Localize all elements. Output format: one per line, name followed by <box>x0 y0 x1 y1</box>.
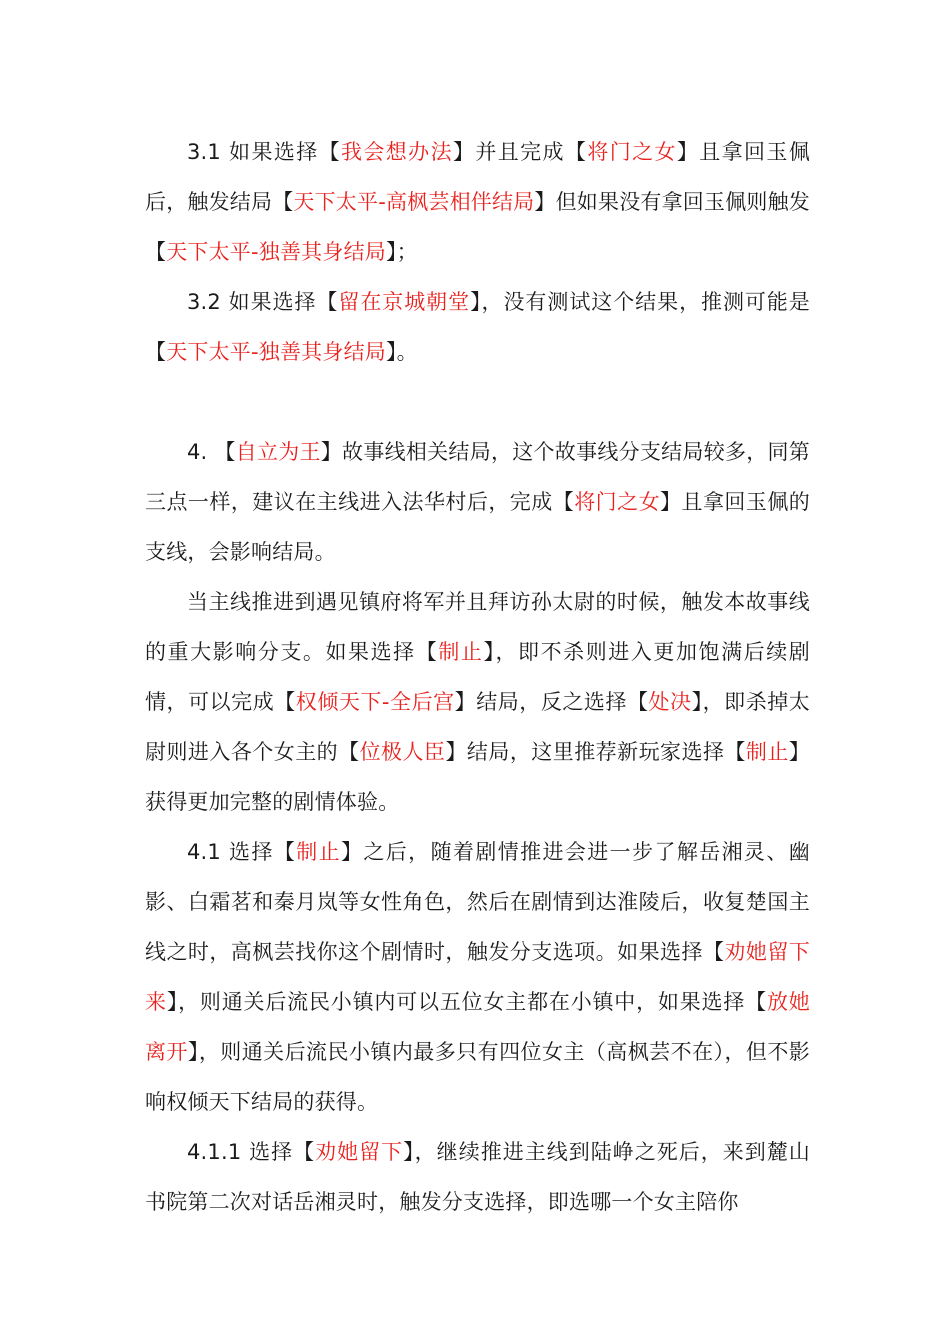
paragraph-3-1 <box>145 127 810 277</box>
text-run: 】并且完成【 <box>452 140 588 164</box>
text-run: 】，则通关后流民小镇内最多只有四位女主（高枫芸不在），但不影响权倾天下结局的获得。 <box>145 1040 810 1114</box>
highlight-term: 权倾天下-全后宫 <box>295 690 455 714</box>
highlight-term: 位极人臣 <box>359 740 446 764</box>
highlight-term: 制止 <box>296 840 342 864</box>
text-run: 当主线推进到遇见镇府将军并且拜访孙太尉的时候，触发本故事线的重大影响分支。如果选择【 <box>145 590 810 664</box>
paragraph-3-2 <box>145 277 810 377</box>
text-run: 4.1.1 选择【 <box>187 1140 316 1164</box>
highlight-term: 将门之女 <box>587 140 677 164</box>
text-run: 】，继续推进主线到陆峥之死后，来到麓山书院第二次对话岳湘灵时，触发分支选择，即选哪一个女主陪你 <box>145 1140 810 1214</box>
highlight-term: 劝她留下来 <box>145 940 810 1014</box>
text-run: 3.1 如果选择【 <box>187 140 342 164</box>
highlight-term: 天下太平-高枫芸相伴结局 <box>293 190 535 214</box>
paragraph-4-1-1 <box>145 1127 810 1227</box>
text-run: 3.2 如果选择【 <box>187 290 339 314</box>
text-run: 】，即杀掉太尉则进入各个女主的【 <box>145 690 810 764</box>
highlight-term: 将门之女 <box>574 490 661 514</box>
highlight-term: 留在京城朝堂 <box>338 290 471 314</box>
text-run: 】且拿回玉佩的支线，会影响结局。 <box>145 490 810 564</box>
highlight-term: 自立为王 <box>235 440 321 464</box>
text-run: 】。 <box>385 340 418 364</box>
text-run: 】之后，随着剧情推进会进一步了解岳湘灵、幽影、白霜茗和秦月岚等女性角色，然后在剧情到达淮陵后，收复楚国主线之时，高枫芸找你这个剧情时，触发分支选项。如果选择【 <box>145 840 810 964</box>
text-run: 4.1 选择【 <box>187 840 297 864</box>
text-run: 】，即不杀则进入更加饱满后续剧情，可以完成【 <box>145 640 810 714</box>
paragraph-4 <box>145 427 810 577</box>
paragraph-4-1 <box>145 827 810 1127</box>
paragraph-4-intro <box>145 577 810 827</box>
highlight-term: 天下太平-独善其身结局 <box>166 340 386 364</box>
highlight-term: 制止 <box>438 640 484 664</box>
highlight-term: 我会想办法 <box>341 140 453 164</box>
text-run: 】结局，这里推荐新玩家选择【 <box>445 740 746 764</box>
text-run: 】但如果没有拿回玉佩则触发【 <box>145 190 810 264</box>
highlight-term: 处决 <box>648 690 692 714</box>
text-run: 】且拿回玉佩后，触发结局【 <box>145 140 811 214</box>
highlight-term: 天下太平-独善其身结局 <box>166 240 386 264</box>
highlight-term: 放她离开 <box>145 990 810 1064</box>
highlight-term: 劝她留下 <box>315 1140 404 1164</box>
text-run: 】故事线相关结局，这个故事线分支结局较多，同第三点一样，建议在主线进入法华村后，完成【 <box>145 440 810 514</box>
text-run: 】结局，反之选择【 <box>454 690 649 714</box>
text-run: 】获得更加完整的剧情体验。 <box>145 740 810 814</box>
text-run: 4. 【 <box>187 440 236 464</box>
text-run: 】，没有测试这个结果，推测可能是【 <box>145 290 811 364</box>
text-run: 】，则通关后流民小镇内可以五位女主都在小镇中，如果选择【 <box>166 990 767 1014</box>
highlight-term: 制止 <box>745 740 789 764</box>
text-run: 】； <box>385 240 418 264</box>
